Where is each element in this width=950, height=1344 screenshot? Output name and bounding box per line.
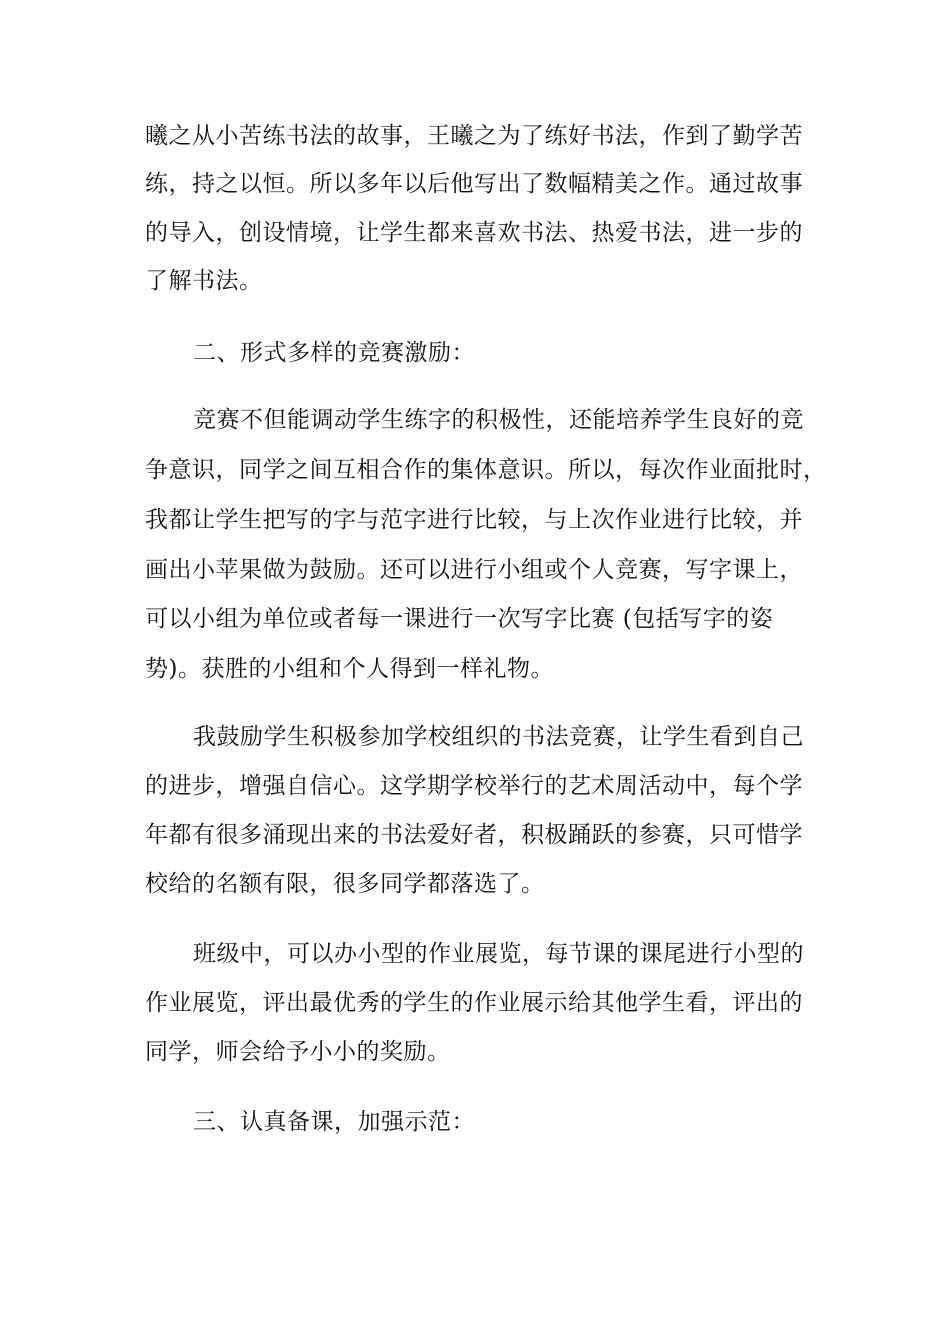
paragraph-2-line-3: 我都让学生把写的字与范字进行比较，与上次作业进行比较，并 bbox=[145, 507, 803, 533]
paragraph-3-line-1: 我鼓励学生积极参加学校组织的书法竞赛，让学生看到自己 bbox=[193, 724, 804, 750]
paragraph-3-line-4: 校给的名额有限，很多同学都落选了。 bbox=[145, 871, 545, 897]
paragraph-2-line-2: 争意识，同学之间互相合作的集体意识。所以，每次作业面批时， bbox=[145, 457, 827, 483]
paragraph-2-line-1: 竞赛不但能调动学生练字的积极性，还能培养学生良好的竞 bbox=[193, 407, 804, 433]
section-heading-2: 二、形式多样的竞赛激励： bbox=[193, 340, 475, 366]
paragraph-1-line-1: 曦之从小苦练书法的故事，王曦之为了练好书法，作到了勤学苦 bbox=[145, 123, 803, 149]
paragraph-1-line-3: 的导入，创设情境，让学生都来喜欢书法、热爱书法，进一步的 bbox=[145, 220, 803, 246]
paragraph-4-line-1: 班级中，可以办小型的作业展览，每节课的课尾进行小型的 bbox=[193, 941, 804, 967]
paragraph-2-line-5: 可以小组为单位或者每一课进行一次写字比赛 (包括写字的姿 bbox=[145, 606, 774, 632]
paragraph-1-line-2: 练，持之以恒。所以多年以后他写出了数幅精美之作。通过故事 bbox=[145, 171, 803, 197]
paragraph-3-line-2: 的进步，增强自信心。这学期学校举行的艺术周活动中，每个学 bbox=[145, 773, 803, 799]
section-heading-3: 三、认真备课，加强示范： bbox=[193, 1109, 475, 1135]
paragraph-2-line-6: 势)。获胜的小组和个人得到一样礼物。 bbox=[145, 656, 554, 682]
paragraph-2-line-4: 画出小苹果做为鼓励。还可以进行小组或个人竞赛，写字课上， bbox=[145, 557, 803, 583]
paragraph-4-line-2: 作业展览，评出最优秀的学生的作业展示给其他学生看，评出的 bbox=[145, 990, 803, 1016]
paragraph-3-line-3: 年都有很多涌现出来的书法爱好者，积极踊跃的参赛，只可惜学 bbox=[145, 822, 803, 848]
paragraph-4-line-3: 同学，师会给予小小的奖励。 bbox=[145, 1039, 451, 1065]
paragraph-1-line-4: 了解书法。 bbox=[145, 268, 263, 294]
